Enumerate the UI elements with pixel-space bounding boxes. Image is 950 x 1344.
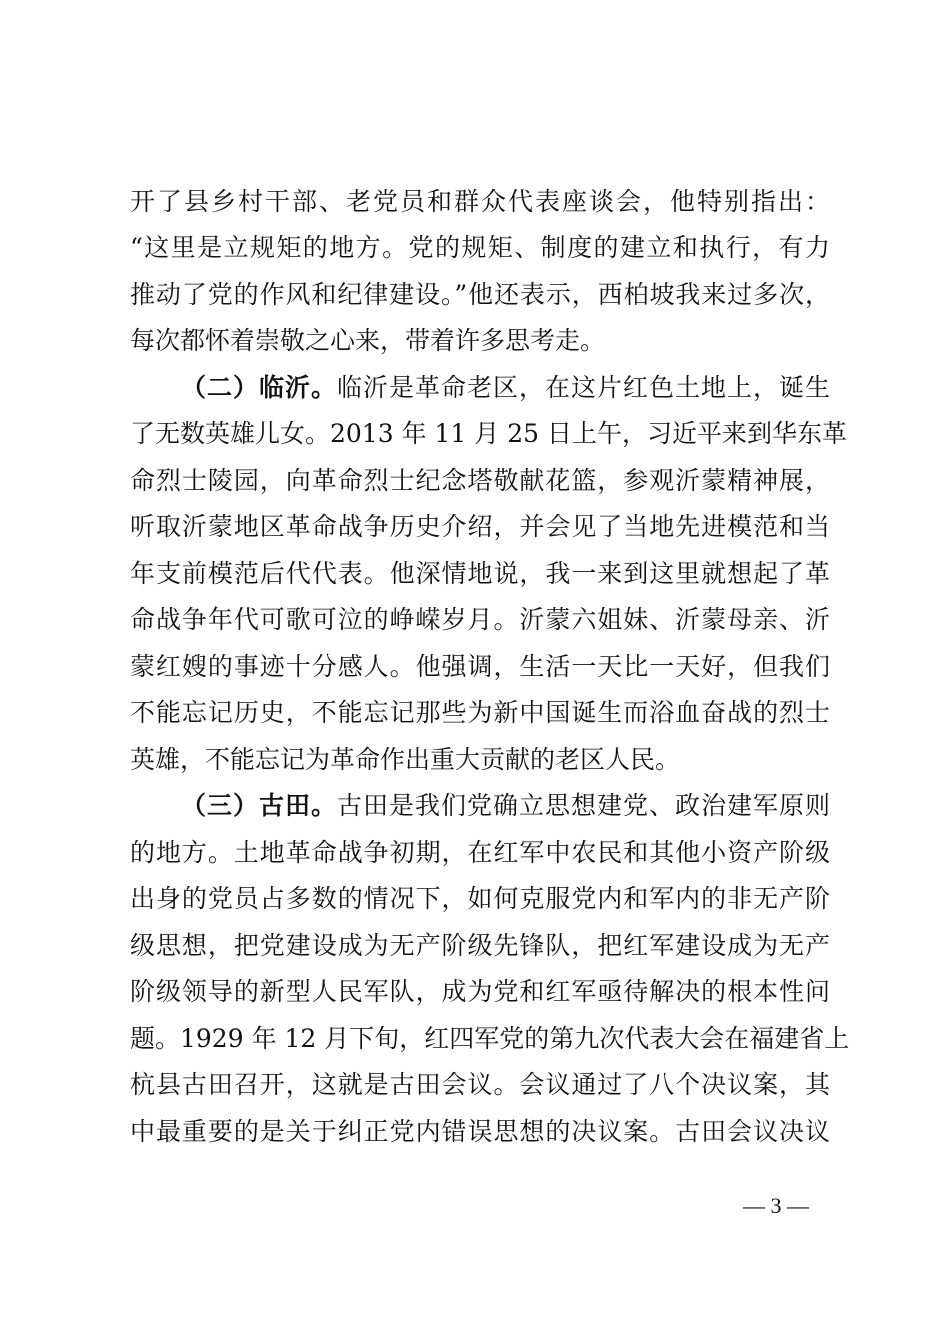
paragraph-2-line: 命烈士陵园，向革命烈士纪念塔敬献花篮，参观沂蒙精神展， [130, 466, 830, 495]
paragraph-3-line: 出身的党员占多数的情况下，如何克服党内和军内的非无产阶 [130, 884, 830, 913]
paragraph-3-first-line [181, 788, 830, 824]
paragraph-3-line: 题。1929 年 12 月下旬，红四军党的第九次代表大会在福建省上 [130, 1024, 850, 1053]
paragraph-3-line: 的地方。土地革命战争初期，在红军中农民和其他小资产阶级 [130, 838, 830, 867]
paragraph-3-line: 杭县古田召开，这就是古田会议。会议通过了八个决议案，其 [130, 1070, 830, 1099]
paragraph-2-line: 听取沂蒙地区革命战争历史介绍，并会见了当地先进模范和当 [130, 512, 830, 541]
paragraph-2-first-line [181, 370, 830, 406]
paragraph-2-line: 了无数英雄儿女。2013 年 11 月 25 日上午，习近平来到华东革 [130, 419, 847, 448]
section-heading-linyi: （二）临沂。 [181, 373, 337, 402]
paragraph-1-line: “这里是立规矩的地方。党的规矩、制度的建立和执行，有力 [130, 233, 830, 262]
paragraph-1-line: 每次都怀着崇敬之心来，带着许多思考走。 [130, 326, 606, 355]
paragraph-2-line: 年支前模范后代代表。他深情地说，我一来到这里就想起了革 [130, 559, 830, 588]
paragraph-1-line: 开了县乡村干部、老党员和群众代表座谈会，他特别指出： [130, 187, 830, 216]
paragraph-3-line: 中最重要的是关于纠正党内错误思想的决议案。古田会议决议 [130, 1117, 830, 1146]
paragraph-3-first-line-text: 古田是我们党确立思想建党、政治建军原则 [337, 791, 830, 820]
paragraph-2-line: 蒙红嫂的事迹十分感人。他强调，生活一天比一天好，但我们 [130, 652, 830, 681]
page-number: — 3 — [743, 1193, 809, 1218]
paragraph-2-line: 命战争年代可歌可泣的峥嵘岁月。沂蒙六姐妹、沂蒙母亲、沂 [130, 605, 830, 634]
paragraph-3-line: 阶级领导的新型人民军队，成为党和红军亟待解决的根本性问 [130, 977, 830, 1006]
paragraph-2-line: 英雄，不能忘记为革命作出重大贡献的老区人民。 [130, 745, 681, 774]
paragraph-1-line: 推动了党的作风和纪律建设。”他还表示，西柏坡我来过多次， [130, 280, 830, 309]
paragraph-2-line: 不能忘记历史，不能忘记那些为新中国诞生而浴血奋战的烈士 [130, 698, 830, 727]
paragraph-3-line: 级思想，把党建设成为无产阶级先锋队，把红军建设成为无产 [130, 931, 830, 960]
paragraph-2-first-line-text: 临沂是革命老区，在这片红色土地上，诞生 [337, 373, 830, 402]
section-heading-gutian: （三）古田。 [181, 791, 337, 820]
